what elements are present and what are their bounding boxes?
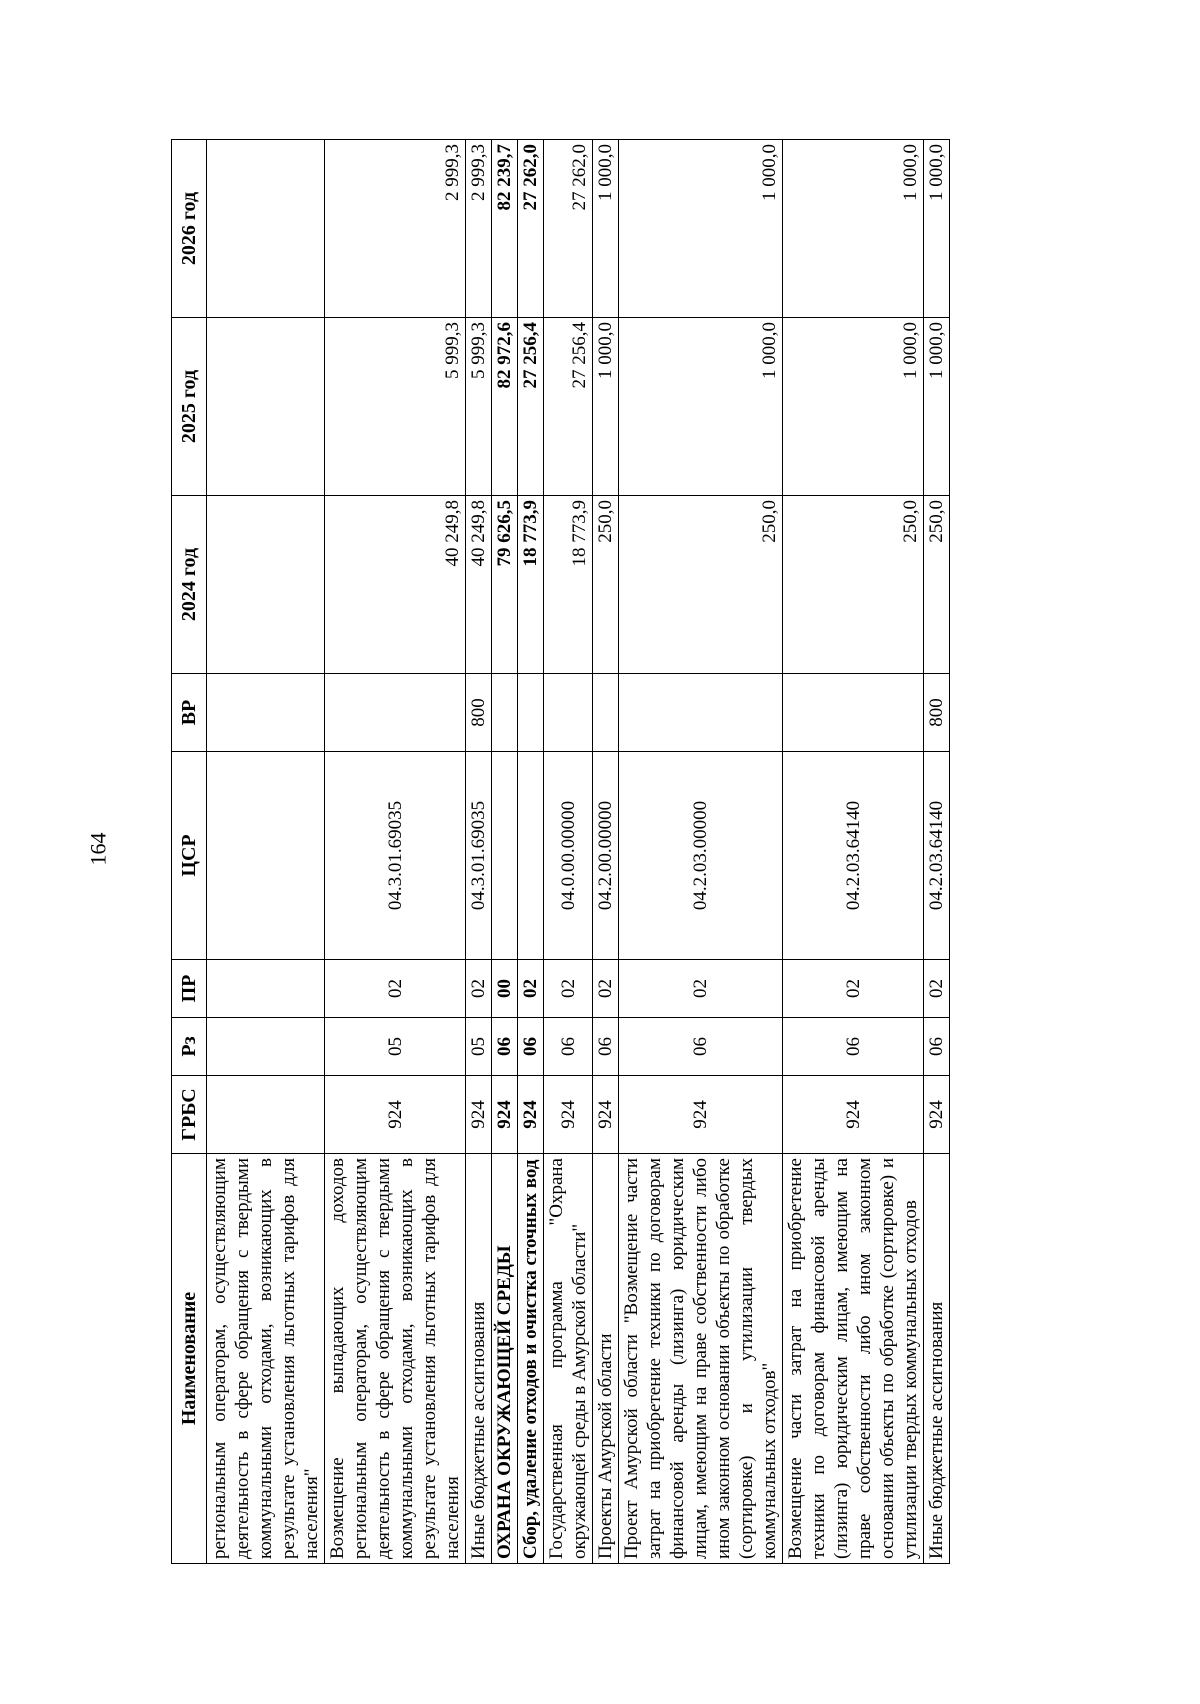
cell-csr: 04.2.03.00000 [619,752,783,960]
cell-vr [518,674,544,752]
cell-pr: 02 [924,960,950,1018]
cell-rz: 06 [783,1018,924,1076]
cell-csr: 04.2.00.00000 [593,752,619,960]
cell-rz: 06 [619,1018,783,1076]
cell-name: Сбор, удаление отходов и очистка сточных вод [518,1154,544,1564]
table-body [207,140,950,1564]
cell-y2025: 27 256,4 [544,318,593,496]
cell-rz: 06 [593,1018,619,1076]
cell-vr [325,674,466,752]
header-csr: ЦСР [172,752,207,960]
cell-y2025: 1 000,0 [619,318,783,496]
cell-grbs: 924 [619,1076,783,1154]
cell-csr: 04.2.03.64140 [924,752,950,960]
cell-rz: 05 [466,1018,492,1076]
cell-y2025: 1 000,0 [924,318,950,496]
cell-pr: 02 [518,960,544,1018]
cell-y2026 [207,140,325,318]
cell-name: Возмещение выпадающих доходов региональным операторам, осуществляющим деятельность в сфере обращения с твердыми коммунальными отходами, возникающих в результате установления льготных тарифов для населения [325,1154,466,1564]
cell-grbs: 924 [492,1076,518,1154]
cell-vr: 800 [924,674,950,752]
table-row [325,140,466,1564]
cell-y2026: 2 999,3 [466,140,492,318]
header-2026: 2026 год [172,140,207,318]
cell-grbs: 924 [325,1076,466,1154]
cell-y2024: 250,0 [924,496,950,674]
cell-grbs: 924 [924,1076,950,1154]
cell-y2026: 27 262,0 [544,140,593,318]
header-vr: ВР [172,674,207,752]
cell-rz [207,1018,325,1076]
cell-y2025 [207,318,325,496]
cell-name: ОХРАНА ОКРУЖАЮЩЕЙ СРЕДЫ [492,1154,518,1564]
cell-grbs: 924 [518,1076,544,1154]
cell-y2024: 18 773,9 [518,496,544,674]
cell-y2024: 250,0 [783,496,924,674]
header-pr: ПР [172,960,207,1018]
cell-y2025: 82 972,6 [492,318,518,496]
cell-vr [492,674,518,752]
cell-y2024: 40 249,8 [466,496,492,674]
cell-vr [593,674,619,752]
cell-y2024: 250,0 [593,496,619,674]
table-row [207,140,325,1564]
cell-y2026: 82 239,7 [492,140,518,318]
cell-pr: 00 [492,960,518,1018]
cell-vr: 800 [466,674,492,752]
cell-grbs: 924 [466,1076,492,1154]
cell-y2025: 1 000,0 [783,318,924,496]
cell-rz: 06 [544,1018,593,1076]
cell-name: региональным операторам, осуществляющим деятельность в сфере обращения с твердыми коммунальными отходами, возникающих в результате установления льготных тарифов для населения" [207,1154,325,1564]
cell-grbs: 924 [593,1076,619,1154]
cell-pr: 02 [619,960,783,1018]
cell-name: Проект Амурской области "Возмещение части затрат на приобретение техники по договорам финансовой аренды (лизинга) юридическим лицам, имеющим на праве собственности либо ином законном основании объекты по обработке (сортировке) и утилизации твердых коммунальных отходов" [619,1154,783,1564]
page-number: 164 [85,832,111,866]
cell-vr [207,674,325,752]
cell-y2026: 1 000,0 [619,140,783,318]
cell-y2026: 1 000,0 [924,140,950,318]
cell-rz: 06 [518,1018,544,1076]
cell-y2024: 40 249,8 [325,496,466,674]
table-header-row [172,140,207,1564]
cell-csr: 04.3.01.69035 [466,752,492,960]
cell-csr: 04.0.00.00000 [544,752,593,960]
table-row [783,140,924,1564]
cell-name: Государственная программа "Охрана окружающей среды в Амурской области" [544,1154,593,1564]
table-row [492,140,518,1564]
table-row [518,140,544,1564]
budget-table [171,139,950,1564]
cell-csr [207,752,325,960]
cell-y2025: 1 000,0 [593,318,619,496]
cell-name: Иные бюджетные ассигнования [924,1154,950,1564]
cell-y2025: 27 256,4 [518,318,544,496]
cell-pr: 02 [544,960,593,1018]
cell-vr [783,674,924,752]
cell-csr: 04.2.03.64140 [783,752,924,960]
cell-grbs [207,1076,325,1154]
cell-y2026: 1 000,0 [593,140,619,318]
cell-pr [207,960,325,1018]
cell-y2025: 5 999,3 [325,318,466,496]
cell-y2024: 79 626,5 [492,496,518,674]
cell-y2024: 18 773,9 [544,496,593,674]
cell-csr [518,752,544,960]
rotated-table-wrapper [171,140,950,1564]
header-name: Наименование [172,1154,207,1564]
cell-rz: 06 [924,1018,950,1076]
table-row [544,140,593,1564]
cell-vr [619,674,783,752]
header-grbs: ГРБС [172,1076,207,1154]
cell-pr: 02 [325,960,466,1018]
cell-name: Иные бюджетные ассигнования [466,1154,492,1564]
cell-pr: 02 [593,960,619,1018]
cell-rz: 06 [492,1018,518,1076]
cell-csr: 04.3.01.69035 [325,752,466,960]
cell-vr [544,674,593,752]
cell-name: Проекты Амурской области [593,1154,619,1564]
table-row [466,140,492,1564]
header-2024: 2024 год [172,496,207,674]
cell-rz: 05 [325,1018,466,1076]
cell-name: Возмещение части затрат на приобретение техники по договорам финансовой аренды (лизинга) юридическим лицам, имеющим на праве собственности либо ином законном основании объекты по обработке (сортировке) и утилизации твердых коммунальных отходов [783,1154,924,1564]
header-rz: Рз [172,1018,207,1076]
cell-y2024: 250,0 [619,496,783,674]
table-row [619,140,783,1564]
cell-y2024 [207,496,325,674]
cell-y2026: 1 000,0 [783,140,924,318]
cell-csr [492,752,518,960]
cell-grbs: 924 [783,1076,924,1154]
table-row [593,140,619,1564]
cell-grbs: 924 [544,1076,593,1154]
header-2025: 2025 год [172,318,207,496]
cell-y2025: 5 999,3 [466,318,492,496]
table-row [924,140,950,1564]
cell-pr: 02 [466,960,492,1018]
cell-y2026: 2 999,3 [325,140,466,318]
cell-pr: 02 [783,960,924,1018]
cell-y2026: 27 262,0 [518,140,544,318]
